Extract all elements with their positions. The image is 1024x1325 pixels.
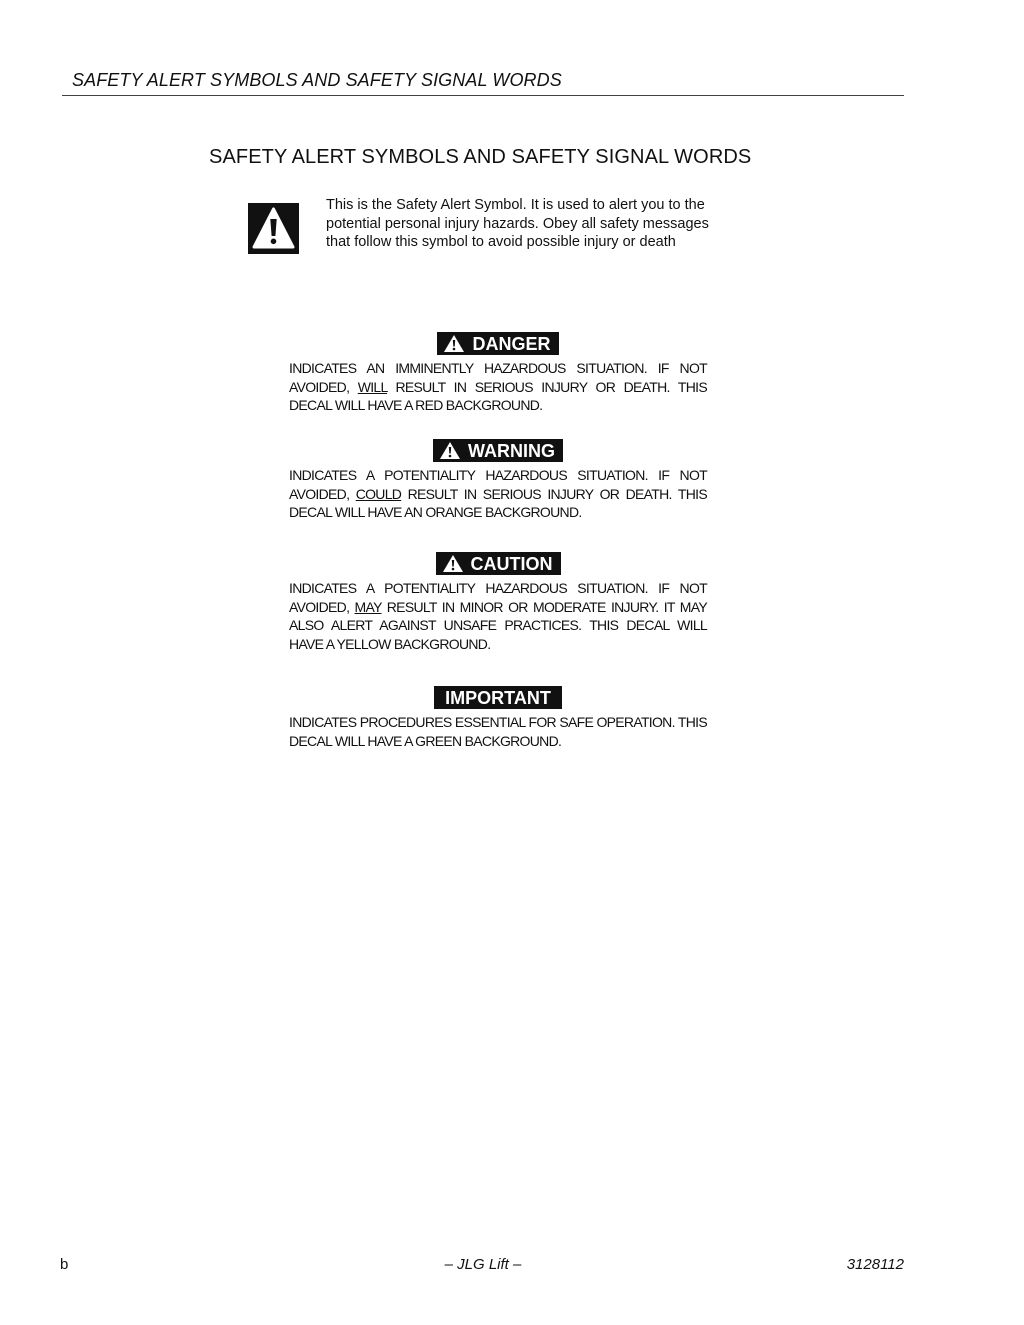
warning-signal-block (289, 439, 707, 522)
warning-triangle-icon (442, 554, 464, 573)
danger-description: INDICATES AN IMMINENTLY HAZARDOUS SITUATION. IF NOT AVOIDED, WILL RESULT IN SERIOUS INJURY OR DEATH. THIS DECAL WILL HAVE A RED BACKGROUND. (289, 360, 707, 413)
danger-emphasis: WILL (357, 378, 388, 395)
intro-line: that follow this symbol to avoid possible injury or death (326, 234, 676, 250)
warning-emphasis: COULD (355, 485, 402, 502)
important-banner (434, 686, 562, 709)
header-rule (62, 95, 904, 96)
intro-line: potential personal injury hazards. Obey all safety messages (326, 215, 709, 232)
running-header-title: SAFETY ALERT SYMBOLS AND SAFETY SIGNAL WORDS (72, 70, 562, 90)
danger-banner (437, 332, 558, 355)
important-signal-block (289, 686, 707, 750)
important-label: IMPORTANT (445, 687, 551, 708)
warning-triangle-icon (443, 334, 465, 353)
warning-triangle-icon (248, 203, 299, 254)
danger-label: DANGER (472, 333, 551, 354)
caution-emphasis: MAY (354, 598, 382, 615)
caution-description: INDICATES A POTENTIALITY HAZARDOUS SITUATION. IF NOT AVOIDED, MAY RESULT IN MINOR OR MODERATE INJURY. IT MAY ALSO ALERT AGAINST UNSAFE PRACTICES. THIS DECAL WILL HAVE A YELLOW BACKGROUND. (289, 580, 707, 652)
important-description: INDICATES PROCEDURES ESSENTIAL FOR SAFE OPERATION. THIS DECAL WILL HAVE A GREEN BACKGROUND. (289, 714, 707, 749)
footer-doc-number: 3128112 (846, 1256, 904, 1273)
danger-signal-block (289, 332, 707, 415)
page-title: SAFETY ALERT SYMBOLS AND SAFETY SIGNAL WORDS (209, 146, 752, 168)
warning-triangle-icon (439, 441, 461, 460)
safety-alert-symbol-description (326, 196, 746, 252)
caution-banner (436, 552, 561, 575)
warning-description: INDICATES A POTENTIALITY HAZARDOUS SITUATION. IF NOT AVOIDED, COULD RESULT IN SERIOUS INJURY OR DEATH. THIS DECAL WILL HAVE AN ORANGE BACKGROUND. (289, 467, 707, 520)
caution-label: CAUTION (470, 553, 553, 574)
warning-banner (433, 439, 563, 462)
footer-brand: – JLG Lift – (444, 1256, 522, 1273)
warning-label: WARNING (468, 440, 555, 461)
footer-page-letter: b (60, 1256, 69, 1273)
intro-line: This is the Safety Alert Symbol. It is used to alert you to the (326, 197, 705, 213)
caution-signal-block (289, 552, 707, 653)
